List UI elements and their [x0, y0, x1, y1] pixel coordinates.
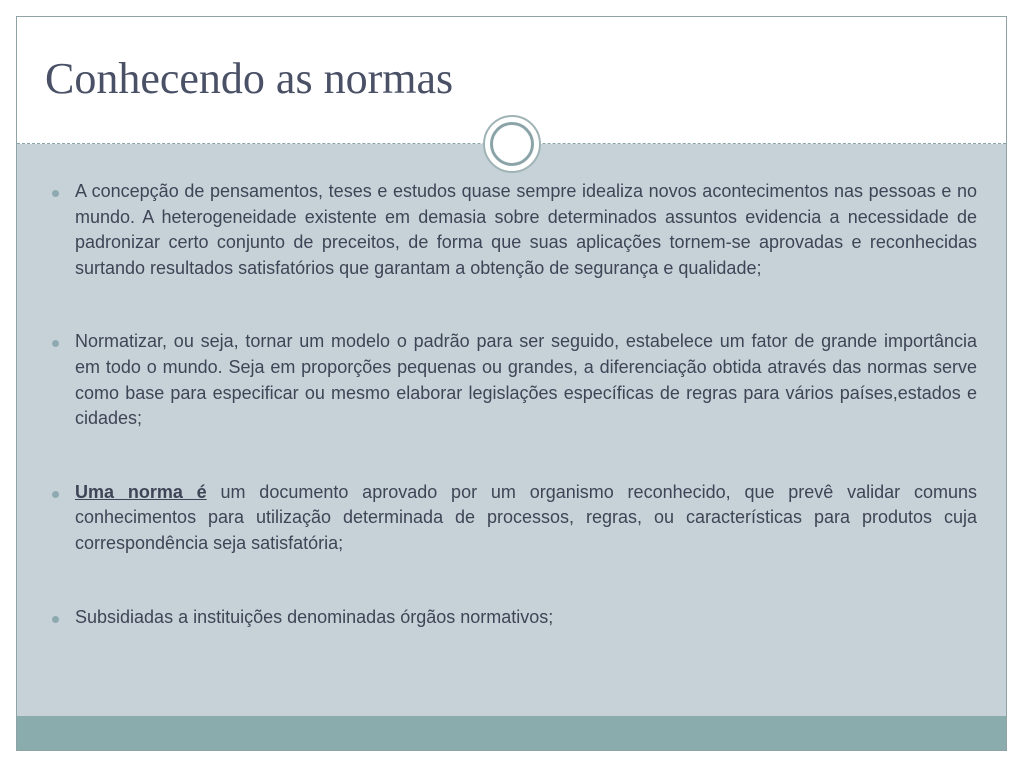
bullet-dot-icon: [52, 491, 59, 498]
bullet-item-1: [45, 179, 977, 281]
bullet-dot-icon: [52, 190, 59, 197]
bullet-text: A concepção de pensamentos, teses e estudos quase sempre idealiza novos acontecimentos nas pessoas e no mundo. A heterogeneidade existente em demasia sobre determinados assuntos evidencia a necessidade de padronizar certo conjunto de preceitos, de forma que suas aplicações tornem-se aprovadas e reconhecidas surtando resultados satisfatórios que garantam a obtenção de segurança e qualidade;: [75, 181, 977, 278]
footer-band: [17, 716, 1006, 750]
circle-ornament-icon: [483, 115, 541, 173]
bullet-dot-icon: [52, 616, 59, 623]
bullet-text: Normatizar, ou seja, tornar um modelo o padrão para ser seguido, estabelece um fator de grande importância em todo o mundo. Seja em proporções pequenas ou grandes, a diferenciação obtida através das normas serve como base para especificar ou mesmo elaborar legislações específicas de regras para vários países,estados e cidades;: [75, 331, 977, 429]
bullet-dot-icon: [52, 340, 59, 347]
bullet-list: [45, 179, 977, 678]
bullet-item-2: [45, 329, 977, 431]
bullet-item-4: [45, 605, 977, 631]
slide-title: Conhecendo as normas: [45, 54, 454, 103]
circle-ornament-inner: [490, 122, 534, 166]
bullet-text: um documento aprovado por um organismo reconhecido, que prevê validar comuns conhecimentos para utilização determinada de processos, regras, ou características para produtos cuja correspondência seja satisfatória;: [75, 481, 977, 553]
slide: [16, 16, 1007, 751]
bullet-item-3: [45, 480, 977, 557]
bullet-text: Subsidiadas a instituições denominadas órgãos normativos;: [75, 606, 554, 627]
bullet-lead-term: Uma norma é: [75, 481, 207, 502]
